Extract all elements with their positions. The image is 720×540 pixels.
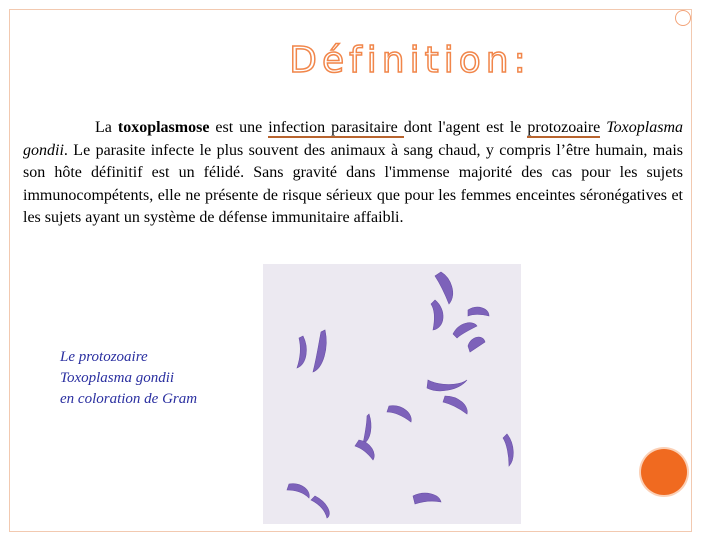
parasite-cell <box>443 396 467 414</box>
decorative-circle-orange <box>641 449 687 495</box>
para-text-1: La <box>95 119 118 136</box>
caption-line-3: en coloration de Gram <box>60 391 198 407</box>
species-name: Toxoplasma gondii <box>23 119 684 159</box>
parasite-cell <box>453 323 477 338</box>
decorative-circle-small <box>675 10 691 26</box>
parasite-cell <box>387 406 411 422</box>
parasite-cell <box>468 337 485 352</box>
link-protozoaire[interactable]: protozoaire <box>527 119 601 136</box>
parasite-cell <box>355 440 374 460</box>
image-caption <box>60 347 197 410</box>
para-text-3: dont l'agent est le <box>403 119 528 136</box>
parasite-cell <box>431 300 443 330</box>
caption-line-2: Toxoplasma gondii <box>60 370 175 386</box>
caption-line-1: Le protozoaire <box>60 349 148 365</box>
parasite-cell <box>427 380 467 391</box>
link-infection-parasitaire[interactable]: infection parasitaire <box>268 119 404 136</box>
definition-paragraph <box>23 117 683 230</box>
para-text-2: est une <box>209 119 269 136</box>
para-text-4: . Le parasite infecte le plus souvent des animaux à sang chaud, y compris l’être humain, mais son hôte définitif est un félidé. Sans gravité dans l'immense majorité des cas pour les sujets immunocompétents, elle ne présente de risque sérieux que pour les femmes enceintes séronégatives et les sujets ayant un système de défense immunitaire affaibli. <box>23 141 683 226</box>
parasite-cell <box>363 414 371 444</box>
parasite-cell <box>287 484 309 498</box>
parasite-cell <box>503 434 513 466</box>
parasite-cell <box>468 307 489 316</box>
parasite-cell <box>413 493 441 504</box>
slide-title: Définition: <box>289 40 531 81</box>
parasite-cell <box>313 330 326 372</box>
toxoplasma-micrograph <box>263 264 521 524</box>
term-toxoplasmose: toxoplasmose <box>117 119 210 136</box>
parasite-cell <box>435 272 453 304</box>
parasite-cell <box>297 336 306 368</box>
parasite-cell <box>311 496 329 518</box>
microscope-image <box>263 264 521 524</box>
